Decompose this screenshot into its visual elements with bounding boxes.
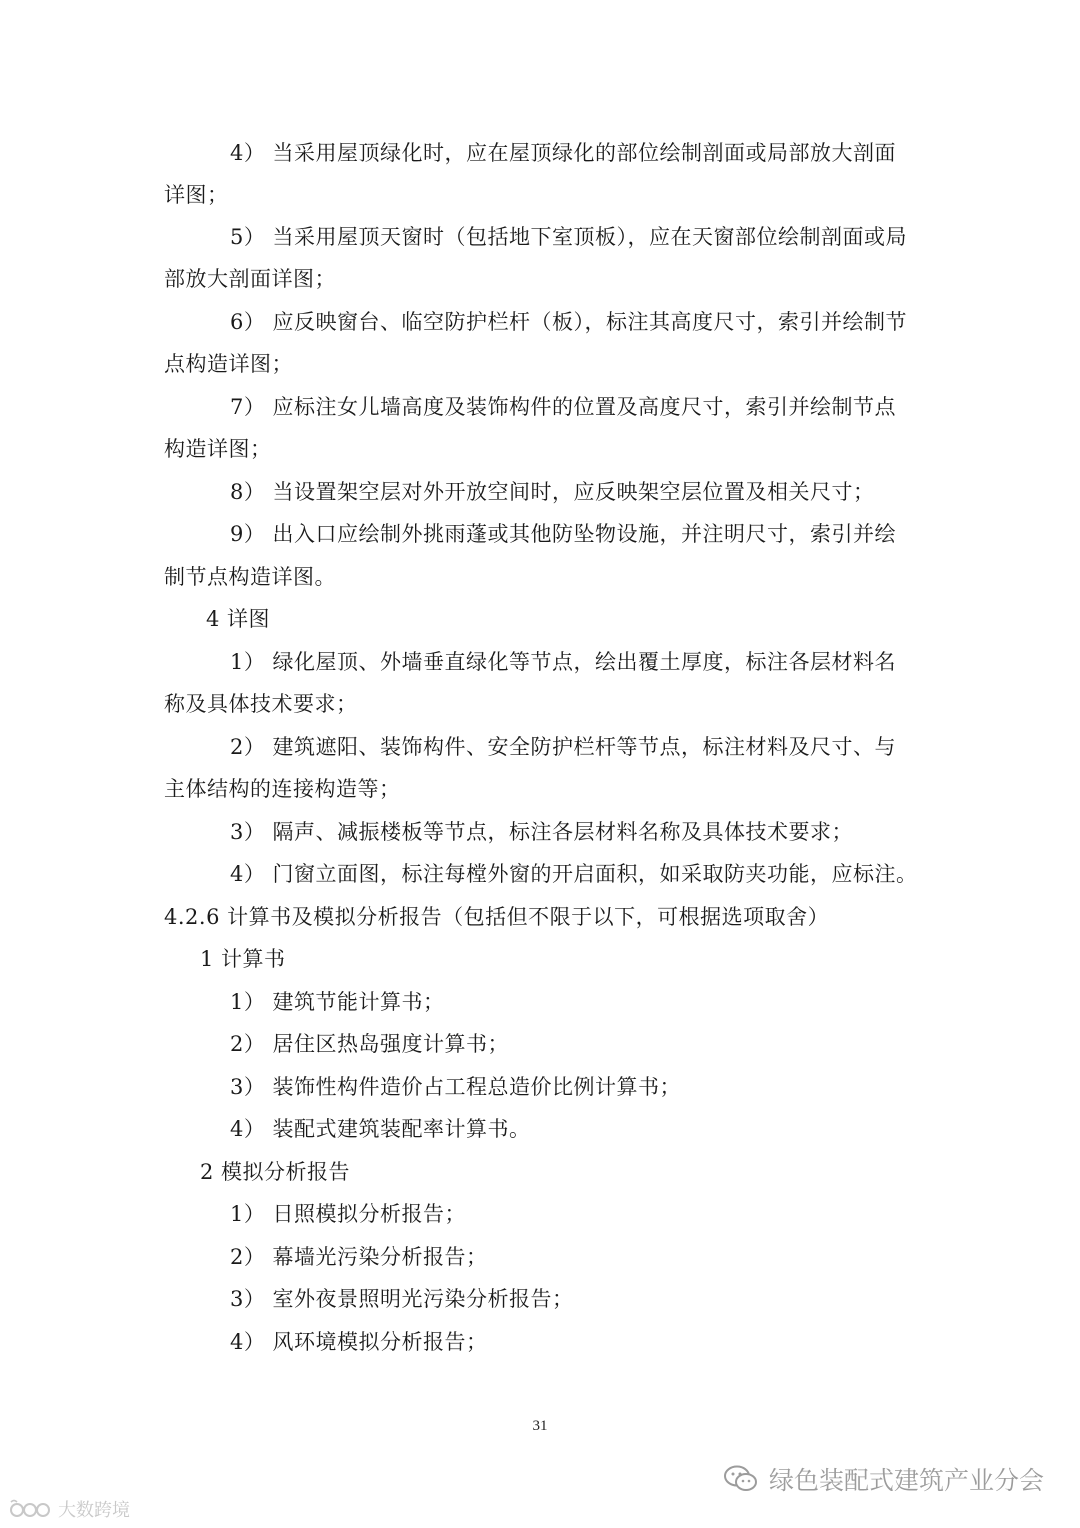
- list-item: 4） 风环境模拟分析报告；: [230, 1330, 488, 1354]
- watermark-left: [8, 1495, 130, 1523]
- list-item: 7） 应标注女儿墙高度及装饰构件的位置及高度尺寸，索引并绘制节点: [230, 395, 897, 419]
- text-line: 主体结构的连接构造等；: [164, 777, 401, 801]
- text-line: 点构造详图；: [164, 352, 293, 376]
- text-line: 称及具体技术要求；: [164, 692, 358, 716]
- brand-logo-icon: [8, 1497, 54, 1521]
- watermark-right: [723, 1462, 1044, 1496]
- list-item: 4） 装配式建筑装配率计算书。: [230, 1117, 531, 1141]
- subsection-heading: 2 模拟分析报告: [200, 1160, 351, 1184]
- list-item: 4） 当采用屋顶绿化时，应在屋顶绿化的部位绘制剖面或局部放大剖面: [230, 141, 897, 165]
- wechat-icon: [723, 1464, 759, 1494]
- list-item: 6） 应反映窗台、临空防护栏杆（板），标注其高度尺寸，索引并绘制节: [230, 310, 908, 334]
- text-line: 构造详图；: [164, 437, 272, 461]
- list-item: 8） 当设置架空层对外开放空间时，应反映架空层位置及相关尺寸；: [230, 480, 875, 504]
- text-line: 制节点构造详图。: [164, 565, 336, 589]
- list-item: 2） 建筑遮阳、装饰构件、安全防护栏杆等节点，标注材料及尺寸、与: [230, 735, 897, 759]
- text-line: 部放大剖面详图；: [164, 267, 336, 291]
- list-item: 3） 室外夜景照明光污染分析报告；: [230, 1287, 574, 1311]
- text-line: 详图；: [164, 183, 229, 207]
- list-item: 4） 门窗立面图，标注每樘外窗的开启面积，如采取防夹功能，应标注。: [230, 862, 918, 886]
- watermark-left-text: 大数跨境: [58, 1500, 130, 1521]
- list-item: 5） 当采用屋顶天窗时（包括地下室顶板），应在天窗部位绘制剖面或局: [230, 225, 908, 249]
- list-item: 2） 幕墙光污染分析报告；: [230, 1245, 488, 1269]
- list-item: 1） 建筑节能计算书；: [230, 990, 445, 1014]
- section-heading: 4.2.6 计算书及模拟分析报告（包括但不限于以下，可根据选项取舍）: [164, 905, 830, 929]
- subsection-heading: 1 计算书: [200, 947, 286, 971]
- list-item: 1） 绿化屋顶、外墙垂直绿化等节点，绘出覆土厚度，标注各层材料名: [230, 650, 897, 674]
- list-item: 3） 隔声、减振楼板等节点，标注各层材料名称及具体技术要求；: [230, 820, 854, 844]
- section-heading: 4 详图: [206, 607, 271, 631]
- list-item: 3） 装饰性构件造价占工程总造价比例计算书；: [230, 1075, 682, 1099]
- page-number: 31: [532, 1418, 548, 1434]
- list-item: 2） 居住区热岛强度计算书；: [230, 1032, 510, 1056]
- list-item: 9） 出入口应绘制外挑雨蓬或其他防坠物设施，并注明尺寸，索引并绘: [230, 522, 897, 546]
- list-item: 1） 日照模拟分析报告；: [230, 1202, 467, 1226]
- watermark-right-text: 绿色装配式建筑产业分会: [768, 1466, 1044, 1495]
